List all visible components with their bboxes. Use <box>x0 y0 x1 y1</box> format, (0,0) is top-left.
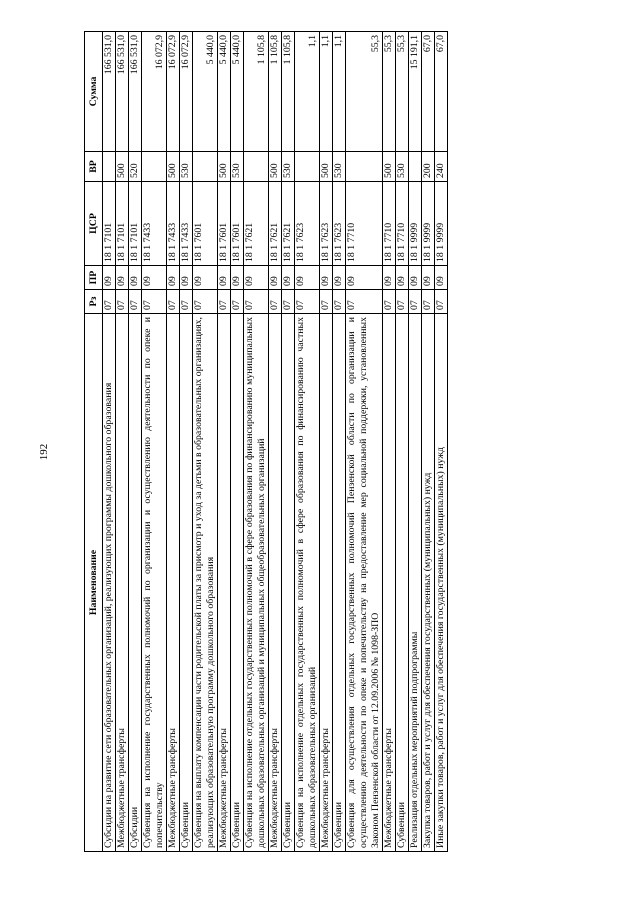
cell-vr: 520 <box>129 152 142 182</box>
cell-name: Субвенции <box>180 314 193 852</box>
cell-rz: 07 <box>129 290 142 314</box>
cell-vr <box>346 152 383 182</box>
table-row <box>244 32 269 852</box>
table-row <box>218 32 231 852</box>
cell-name: Субсидии <box>129 314 142 852</box>
cell-sum: 1 105,8 <box>269 32 282 152</box>
cell-rz: 07 <box>103 290 116 314</box>
cell-csr: 18 1 7433 <box>167 182 180 266</box>
cell-sum: 1,1 <box>320 32 333 152</box>
cell-pr: 09 <box>231 266 244 290</box>
cell-name: Межбюджетные трансферты <box>218 314 231 852</box>
cell-name: Реализация отдельных мероприятий подпрограммы <box>409 314 422 852</box>
table-row <box>422 32 435 852</box>
cell-sum: 5 440,0 <box>193 32 218 152</box>
cell-rz: 07 <box>396 290 409 314</box>
cell-vr: 200 <box>422 152 435 182</box>
cell-name: Субвенция на выплату компенсации части родительской платы за присмотр и уход за детьми в образовательных организациях, реализующих образовательную программу дошкольного образования <box>193 314 218 852</box>
cell-rz: 07 <box>231 290 244 314</box>
cell-rz: 07 <box>346 290 383 314</box>
cell-csr: 18 1 7710 <box>396 182 409 266</box>
cell-csr: 18 1 7601 <box>218 182 231 266</box>
cell-sum: 1 105,8 <box>244 32 269 152</box>
cell-rz: 07 <box>435 290 448 314</box>
cell-rz: 07 <box>422 290 435 314</box>
cell-name: Субвенция на исполнение отдельных государственных полномочий в сфере образования по финансированию муниципальных дошкольных образовательных организаций и муниципальных общеобразовательных организаций <box>244 314 269 852</box>
cell-csr: 18 1 9999 <box>422 182 435 266</box>
cell-sum: 55,3 <box>383 32 396 152</box>
cell-sum: 55,3 <box>346 32 383 152</box>
header-pr: ПР <box>85 266 103 290</box>
cell-pr: 09 <box>129 266 142 290</box>
cell-name: Субвенция на исполнение государственных полномочий по организации и осуществлению деятельности по опеке и попечительству <box>142 314 167 852</box>
cell-rz: 07 <box>269 290 282 314</box>
cell-csr: 18 1 9999 <box>435 182 448 266</box>
cell-name: Межбюджетные трансферты <box>167 314 180 852</box>
cell-name: Субвенции <box>231 314 244 852</box>
cell-vr: 500 <box>320 152 333 182</box>
table-row <box>269 32 282 852</box>
cell-name: Межбюджетные трансферты <box>116 314 129 852</box>
cell-rz: 07 <box>282 290 295 314</box>
page-number: 192 <box>38 443 50 461</box>
cell-vr <box>103 152 116 182</box>
cell-rz: 07 <box>116 290 129 314</box>
cell-name: Межбюджетные трансферты <box>269 314 282 852</box>
rotated-table-container <box>84 32 544 852</box>
cell-name: Субвенции <box>396 314 409 852</box>
cell-name: Субвенция на исполнение отдельных государственных полномочий в сфере образования по финансированию частных дошкольных образовательных организаций <box>295 314 320 852</box>
cell-pr: 09 <box>295 266 320 290</box>
cell-pr: 09 <box>116 266 129 290</box>
cell-pr: 09 <box>422 266 435 290</box>
cell-sum: 5 440,0 <box>231 32 244 152</box>
header-sum: Сумма <box>85 32 103 152</box>
cell-vr: 500 <box>218 152 231 182</box>
table-row <box>231 32 244 852</box>
table-row <box>282 32 295 852</box>
cell-vr: 500 <box>383 152 396 182</box>
cell-csr: 18 1 7621 <box>282 182 295 266</box>
cell-vr: 240 <box>435 152 448 182</box>
table-row <box>409 32 422 852</box>
cell-csr: 18 1 7101 <box>116 182 129 266</box>
cell-sum: 55,3 <box>396 32 409 152</box>
table-row <box>396 32 409 852</box>
cell-csr: 18 1 7623 <box>333 182 346 266</box>
cell-sum: 15 191,1 <box>409 32 422 152</box>
cell-rz: 07 <box>218 290 231 314</box>
cell-name: Иные закупки товаров, работ и услуг для обеспечения государственных (муниципальных) нужд <box>435 314 448 852</box>
cell-sum: 166 531,0 <box>116 32 129 152</box>
cell-pr: 09 <box>320 266 333 290</box>
cell-sum: 16 072,9 <box>142 32 167 152</box>
cell-name: Субвенция для осуществления отдельных государственных полномочий Пензенской области по организации и осуществлению деятельности по опеке и попечительству на предоставление мер социальной поддержки, установленных Законом Пензенской области от 12.09.2006 № 1098-ЗПО <box>346 314 383 852</box>
cell-vr: 500 <box>269 152 282 182</box>
cell-pr: 09 <box>409 266 422 290</box>
cell-sum: 1,1 <box>333 32 346 152</box>
cell-sum: 67,0 <box>435 32 448 152</box>
header-name: Наименование <box>85 314 103 852</box>
cell-sum: 5 440,0 <box>218 32 231 152</box>
cell-csr: 18 1 7710 <box>346 182 383 266</box>
table-row <box>346 32 383 852</box>
cell-name: Субвенции <box>333 314 346 852</box>
table-row <box>333 32 346 852</box>
cell-csr: 18 1 7623 <box>295 182 320 266</box>
cell-pr: 09 <box>396 266 409 290</box>
cell-rz: 07 <box>409 290 422 314</box>
cell-rz: 07 <box>333 290 346 314</box>
cell-vr: 530 <box>282 152 295 182</box>
cell-pr: 09 <box>269 266 282 290</box>
table-row <box>103 32 116 852</box>
cell-rz: 07 <box>383 290 396 314</box>
cell-csr: 18 1 7621 <box>269 182 282 266</box>
header-rz: Рз <box>85 290 103 314</box>
cell-vr: 530 <box>333 152 346 182</box>
cell-pr: 09 <box>193 266 218 290</box>
cell-vr <box>295 152 320 182</box>
cell-sum: 67,0 <box>422 32 435 152</box>
cell-name: Межбюджетные трансферты <box>320 314 333 852</box>
cell-sum: 1 105,8 <box>282 32 295 152</box>
cell-vr: 530 <box>180 152 193 182</box>
cell-rz: 07 <box>244 290 269 314</box>
cell-csr: 18 1 7621 <box>244 182 269 266</box>
cell-pr: 09 <box>435 266 448 290</box>
cell-vr <box>142 152 167 182</box>
table-row <box>320 32 333 852</box>
cell-vr: 500 <box>167 152 180 182</box>
budget-table <box>84 31 448 852</box>
cell-rz: 07 <box>295 290 320 314</box>
table-row <box>383 32 396 852</box>
header-vr: ВР <box>85 152 103 182</box>
cell-csr: 18 1 7101 <box>103 182 116 266</box>
table-row <box>129 32 142 852</box>
cell-vr: 500 <box>116 152 129 182</box>
cell-pr: 09 <box>346 266 383 290</box>
cell-rz: 07 <box>167 290 180 314</box>
cell-name: Закупка товаров, работ и услуг для обеспечения государственных (муниципальных) нужд <box>422 314 435 852</box>
cell-pr: 09 <box>167 266 180 290</box>
cell-pr: 09 <box>244 266 269 290</box>
cell-pr: 09 <box>282 266 295 290</box>
table-header-row <box>85 32 103 852</box>
cell-csr: 18 1 7601 <box>231 182 244 266</box>
cell-pr: 09 <box>383 266 396 290</box>
table-row <box>167 32 180 852</box>
cell-csr: 18 1 7710 <box>383 182 396 266</box>
cell-pr: 09 <box>333 266 346 290</box>
cell-rz: 07 <box>193 290 218 314</box>
cell-pr: 09 <box>180 266 193 290</box>
cell-vr <box>244 152 269 182</box>
cell-sum: 16 072,9 <box>167 32 180 152</box>
cell-pr: 09 <box>142 266 167 290</box>
cell-name: Субсидии на развитие сети образовательных организаций, реализующих программы дошкольного образования <box>103 314 116 852</box>
cell-pr: 09 <box>103 266 116 290</box>
table-row <box>142 32 167 852</box>
cell-vr: 530 <box>231 152 244 182</box>
table-row <box>295 32 320 852</box>
cell-csr: 18 1 7433 <box>142 182 167 266</box>
cell-csr: 18 1 7623 <box>320 182 333 266</box>
cell-sum: 1,1 <box>295 32 320 152</box>
cell-csr: 18 1 7101 <box>129 182 142 266</box>
table-row <box>193 32 218 852</box>
cell-vr <box>409 152 422 182</box>
table-row <box>116 32 129 852</box>
cell-rz: 07 <box>180 290 193 314</box>
table-row <box>180 32 193 852</box>
cell-pr: 09 <box>218 266 231 290</box>
table-body <box>103 32 448 852</box>
cell-sum: 16 072,9 <box>180 32 193 152</box>
cell-name: Межбюджетные трансферты <box>383 314 396 852</box>
cell-sum: 166 531,0 <box>129 32 142 152</box>
cell-vr: 530 <box>396 152 409 182</box>
cell-rz: 07 <box>320 290 333 314</box>
cell-csr: 18 1 7433 <box>180 182 193 266</box>
cell-vr <box>193 152 218 182</box>
cell-csr: 18 1 7601 <box>193 182 218 266</box>
cell-sum: 166 531,0 <box>103 32 116 152</box>
cell-rz: 07 <box>142 290 167 314</box>
header-csr: ЦСР <box>85 182 103 266</box>
cell-csr: 18 1 9999 <box>409 182 422 266</box>
cell-name: Субвенции <box>282 314 295 852</box>
table-row <box>435 32 448 852</box>
